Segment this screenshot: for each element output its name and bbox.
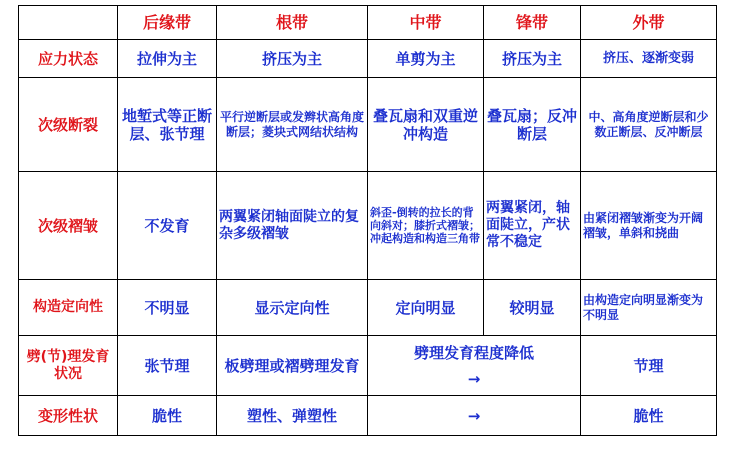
cell-fold-outer: 由紧闭褶皱渐变为开阔褶皱，单斜和挠曲 <box>581 172 717 280</box>
row-structural-orientation <box>19 280 717 336</box>
row-label-structural-orientation: 构造定向性 <box>19 280 118 336</box>
cell-fracture-root: 平行逆断层或发辫状高角度断层；菱块式网结状结构 <box>217 78 368 172</box>
right-arrow-icon: → <box>467 406 481 425</box>
row-label-stress-state: 应力状态 <box>19 40 118 78</box>
cell-stress-middle: 单剪为主 <box>368 40 484 78</box>
cell-stress-front: 挤压为主 <box>484 40 581 78</box>
cell-cleavage-trailing: 张节理 <box>118 336 217 396</box>
cleavage-trend-text: 劈理发育程度降低 <box>413 343 534 362</box>
row-deformation-behavior <box>19 396 717 436</box>
cell-fracture-trailing: 地堑式等正断层、张节理 <box>118 78 217 172</box>
cell-stress-outer: 挤压、逐渐变弱 <box>581 40 717 78</box>
cell-stress-root: 挤压为主 <box>217 40 368 78</box>
cell-cleavage-outer: 节理 <box>581 336 717 396</box>
cell-fold-root: 两翼紧闭轴面陡立的复杂多级褶皱 <box>217 172 368 280</box>
header-front-zone: 锋带 <box>484 6 581 40</box>
row-label-secondary-fold: 次级褶皱 <box>19 172 118 280</box>
header-corner <box>19 6 118 40</box>
cell-orient-front: 较明显 <box>484 280 581 336</box>
cell-orient-outer: 由构造定向明显渐变为不明显 <box>581 280 717 336</box>
right-arrow-icon: → <box>467 369 481 388</box>
cell-fold-front: 两翼紧闭，轴面陡立，产状常不稳定 <box>484 172 581 280</box>
cell-deform-trailing: 脆性 <box>118 396 217 436</box>
cell-cleavage-middle-front <box>368 336 581 396</box>
cell-fracture-outer: 中、高角度逆断层和少数正断层、反冲断层 <box>581 78 717 172</box>
cell-deform-middle-front <box>368 396 581 436</box>
header-outer-zone: 外带 <box>581 6 717 40</box>
cell-orient-trailing: 不明显 <box>118 280 217 336</box>
cell-fold-trailing: 不发育 <box>118 172 217 280</box>
cell-fracture-middle: 叠瓦扇和双重逆冲构造 <box>368 78 484 172</box>
header-middle-zone: 中带 <box>368 6 484 40</box>
header-row <box>19 6 717 40</box>
row-secondary-fold <box>19 172 717 280</box>
row-cleavage-development <box>19 336 717 396</box>
cell-orient-root: 显示定向性 <box>217 280 368 336</box>
cell-deform-outer: 脆性 <box>581 396 717 436</box>
row-secondary-fracture <box>19 78 717 172</box>
row-stress-state <box>19 40 717 78</box>
cell-cleavage-root: 板劈理或褶劈理发育 <box>217 336 368 396</box>
row-label-secondary-fracture: 次级断裂 <box>19 78 118 172</box>
cell-fold-middle: 斜歪-倒转的拉长的背向斜对；膝折式褶皱；冲起构造和构造三角带 <box>368 172 484 280</box>
row-label-deformation-behavior: 变形性状 <box>19 396 118 436</box>
cell-orient-middle: 定向明显 <box>368 280 484 336</box>
cell-stress-trailing: 拉伸为主 <box>118 40 217 78</box>
row-label-cleavage-development: 劈(节)理发育状况 <box>19 336 118 396</box>
zone-comparison-table <box>18 5 717 436</box>
cell-fracture-front: 叠瓦扇；反冲断层 <box>484 78 581 172</box>
cell-deform-root: 塑性、弹塑性 <box>217 396 368 436</box>
header-root-zone: 根带 <box>217 6 368 40</box>
header-trailing-zone: 后缘带 <box>118 6 217 40</box>
